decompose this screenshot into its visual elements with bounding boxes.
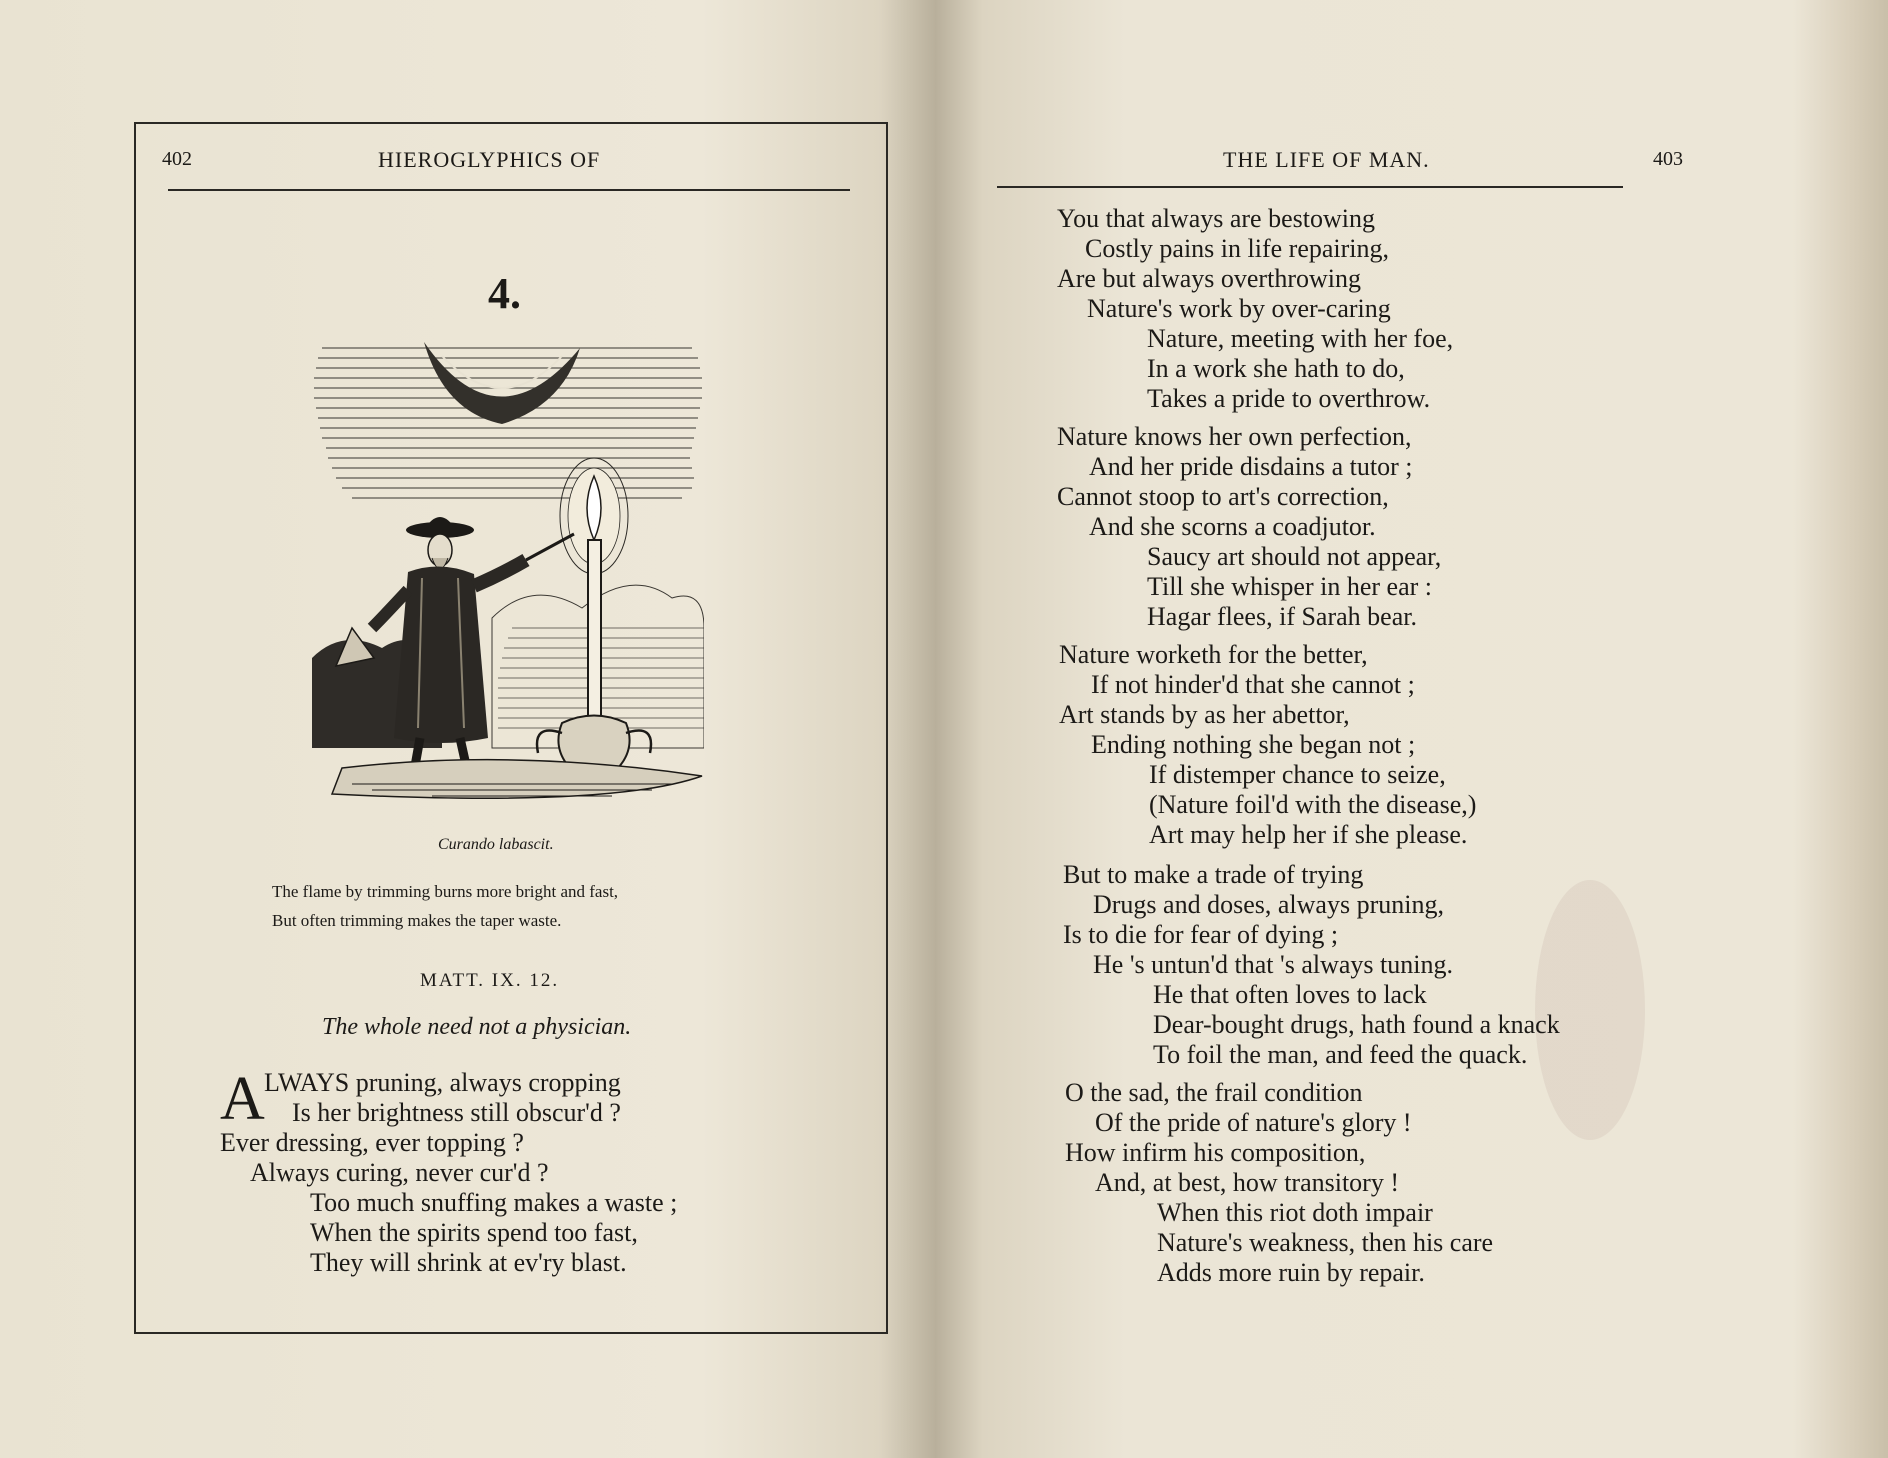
scripture-reference: MATT. IX. 12. (420, 970, 560, 991)
poem-line: Dear-bought drugs, hath found a knack (1153, 1010, 1560, 1039)
left-page (0, 0, 935, 1458)
poem-line: Nature worketh for the better, (1059, 640, 1368, 669)
poem-line: Costly pains in life repairing, (1085, 234, 1390, 263)
right-page-number: 403 (1653, 148, 1683, 170)
poem-line: Nature, meeting with her foe, (1147, 324, 1454, 353)
poem-line: (Nature foil'd with the disease,) (1149, 790, 1477, 819)
left-header-rule (168, 189, 850, 191)
poem-line: Are but always overthrowing (1057, 264, 1361, 293)
left-page-number: 402 (162, 148, 192, 170)
poem-line: Adds more ruin by repair. (1157, 1258, 1425, 1287)
poem-line: Hagar flees, if Sarah bear. (1147, 602, 1417, 631)
poem-line: Ending nothing she began not ; (1091, 730, 1416, 759)
poem-line: Takes a pride to overthrow. (1147, 384, 1431, 413)
poem-drop-cap: A (220, 1065, 265, 1133)
poem-line: Always curing, never cur'd ? (250, 1158, 549, 1187)
crescent-moon (424, 342, 580, 424)
scripture-text: The whole need not a physician. (322, 1014, 632, 1040)
poem-line: Of the pride of nature's glory ! (1095, 1108, 1412, 1137)
figure-number: 4. (488, 269, 521, 318)
right-running-head: THE LIFE OF MAN. (1223, 147, 1430, 172)
poem-line: When the spirits spend too fast, (310, 1218, 638, 1247)
poem-line: When this riot doth impair (1157, 1198, 1433, 1227)
candle (588, 540, 601, 720)
poem-line: How infirm his composition, (1065, 1138, 1366, 1167)
epigram-line-1: The flame by trimming burns more bright and fast, (272, 882, 619, 901)
poem-line: Is her brightness still obscur'd ? (292, 1098, 621, 1127)
poem-line: Ever dressing, ever topping ? (220, 1128, 524, 1157)
poem-line: You that always are bestowing (1057, 204, 1375, 233)
epigram-line-2: But often trimming makes the taper waste. (272, 911, 562, 930)
poem-line: To foil the man, and feed the quack. (1153, 1040, 1528, 1069)
poem-line: And, at best, how transitory ! (1095, 1168, 1400, 1197)
poem-line: In a work she hath to do, (1147, 354, 1405, 383)
poem-line: And she scorns a coadjutor. (1089, 512, 1376, 541)
right-header-rule (997, 186, 1623, 188)
poem-line: He 's untun'd that 's always tuning. (1093, 950, 1453, 979)
poem-line: But to make a trade of trying (1063, 860, 1364, 889)
engraving-illustration (312, 328, 704, 808)
poem-line: LWAYS pruning, always cropping (264, 1068, 621, 1097)
poem-line: Too much snuffing makes a waste ; (310, 1188, 678, 1217)
poem-line: Is to die for fear of dying ; (1063, 920, 1339, 949)
poem-line: And her pride disdains a tutor ; (1089, 452, 1413, 481)
poem-line: O the sad, the frail condition (1065, 1078, 1363, 1107)
ground (332, 760, 702, 799)
poem-line: Cannot stoop to art's correction, (1057, 482, 1389, 511)
poem-line: Saucy art should not appear, (1147, 542, 1442, 571)
left-running-head: HIEROGLYPHICS OF (378, 147, 601, 172)
poem-line: They will shrink at ev'ry blast. (310, 1248, 627, 1277)
cloud-hatching (314, 348, 702, 498)
poem-line: Nature's weakness, then his care (1157, 1228, 1494, 1257)
right-page (935, 0, 1888, 1458)
poem-line: If not hinder'd that she cannot ; (1091, 670, 1415, 699)
poem-line: Drugs and doses, always pruning, (1093, 890, 1444, 919)
poem-line: Art stands by as her abettor, (1059, 700, 1350, 729)
poem-line: Art may help her if she please. (1149, 820, 1468, 849)
poem-line: Nature's work by over-caring (1087, 294, 1391, 323)
poem-line: He that often loves to lack (1153, 980, 1427, 1009)
poem-line: Till she whisper in her ear : (1147, 572, 1432, 601)
poem-line: If distemper chance to seize, (1149, 760, 1446, 789)
poem-line: Nature knows her own perfection, (1057, 422, 1412, 451)
caption-latin: Curando labascit. (438, 836, 554, 853)
